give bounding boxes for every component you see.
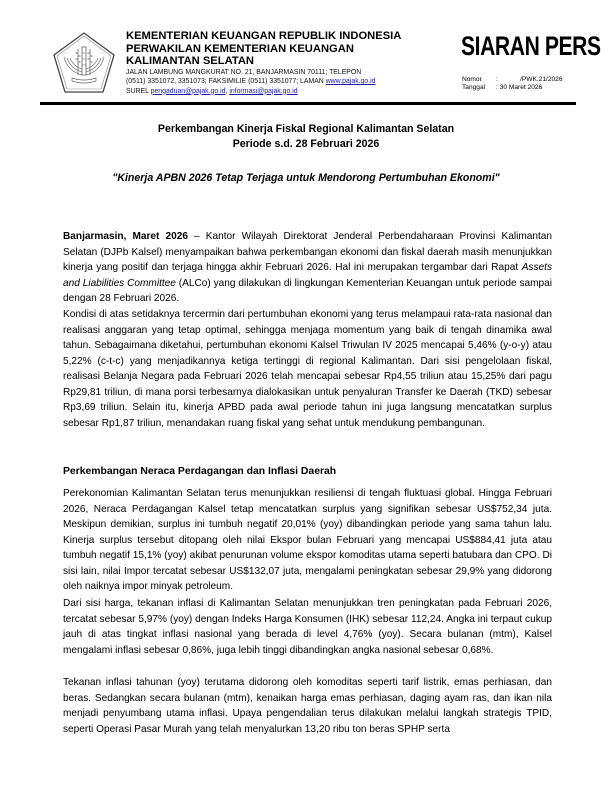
region-name: KALIMANTAN SELATAN	[126, 55, 255, 68]
email-link-pengaduan[interactable]: pengaduan@pajak.go.id	[150, 87, 226, 95]
section-heading-trade-inflation: Perkembangan Neraca Perdagangan dan Inflasi Daerah	[63, 466, 337, 477]
email-line	[126, 87, 401, 96]
nomor-label: Nomor	[462, 76, 482, 83]
organization-header	[126, 30, 401, 96]
nomor-colon: :	[496, 76, 498, 83]
website-link[interactable]: www.pajak.go.id	[325, 78, 376, 86]
paragraph-inflation-drivers: Tekanan inflasi tahunan (yoy) terutama didorong oleh komoditas seperti tarif listrik, emas perhiasan, dan beras. Sedangkan secara bulanan (mtm), kenaikan harga emas perhiasan, daging ayam ras, dan ikan nila menjadi penyumbang utama inflasi. Upaya pengendalian terus dilakukan melalui langkah strategis TPID, seperti Operasi Pasar Murah yang telah menyalurkan 13,20 ribu ton beras SPHP serta	[63, 677, 552, 735]
office-name: PERWAKILAN KEMENTERIAN KEUANGAN	[126, 42, 354, 55]
tanggal-row	[462, 84, 563, 92]
paragraph-intro	[63, 229, 552, 307]
ministry-name: KEMENTERIAN KEUANGAN REPUBLIK INDONESIA	[126, 30, 402, 42]
tanggal-colon: :	[496, 84, 498, 92]
nomor-row	[462, 76, 563, 84]
intro-text-b: (ALCo) yang dilakukan di lingkungan Kementerian Keuangan untuk periode sampai dengan 28 Februari 2026.	[63, 277, 552, 304]
email-label: SUREL	[126, 87, 151, 95]
document-type-heading: SIARAN PERS	[461, 31, 601, 61]
address-block	[126, 68, 401, 96]
dateline: Banjarmasin, Maret 2026	[63, 231, 188, 242]
tanggal-label: Tanggal	[462, 84, 486, 92]
intro-text-a: – Kantor Wilayah Direktorat Jenderal Perbendaharaan Provinsi Kalimantan Selatan (DJPb Kalsel) menyampaikan bahwa perkembangan ekonomi dan fiskal daerah masih menunjukkan kinerja yang positif dan terjaga hingga akhir Februari 2026. Hal ini merupakan tergambar dari Rapat	[63, 231, 552, 273]
phone-fax-text: (0511) 3351072, 3351073; FAKSIMILIE (0511) 3351077; LAMAN	[126, 78, 326, 86]
document-title: Perkembangan Kinerja Fiskal Regional Kalimantan Selatan	[157, 123, 455, 135]
tanggal-date: 30 Maret 2026	[499, 84, 543, 92]
letterhead-divider	[40, 102, 576, 105]
kemenkeu-emblem-icon	[52, 31, 116, 95]
email-link-informasi[interactable]: informasi@pajak.go.id	[229, 87, 298, 95]
document-tagline: "Kinerja APBN 2026 Tetap Terjaga untuk Mendorong Pertumbuhan Ekonomi"	[112, 172, 500, 184]
contact-line	[126, 77, 401, 86]
email-separator: ,	[225, 87, 230, 95]
document-meta	[462, 76, 563, 93]
tanggal-value	[496, 84, 542, 92]
address-line: JALAN LAMBUNG MANGKURAT NO. 21, BANJARMASIN 70111; TELEPON	[126, 68, 362, 76]
paragraph-inflation: Dari sisi harga, tekanan inflasi di Kalimantan Selatan menunjukkan tren peningkatan pada Februari 2026, tercatat sebesar 5,97% (yoy) dengan Indeks Harga Konsumen (IHK) sebesar 112,24. Angka ini terpaut cukup jauh di atas tingkat inflasi nasional yang berada di level 4,76% (yoy). Secara bulanan (mtm), Kalsel mengalami inflasi sebesar 0,86%, juga lebih tinggi dibandingkan angka nasional sebesar 0,68%.	[63, 598, 552, 656]
alco-term: Assets and Liabilities Committee	[63, 262, 552, 289]
document-period: Periode s.d. 28 Februari 2026	[232, 138, 380, 150]
nomor-value: /PWK.21/2026	[520, 76, 563, 83]
paragraph-trade-balance: Perekonomian Kalimantan Selatan terus menunjukkan resiliensi di tengah fluktuasi global. Hingga Februari 2026, Neraca Perdagangan Kalsel tetap mencatatkan surplus yang signifikan sebesar US$752,34 juta. Meskipun demikian, surplus ini tumbuh negatif 20,01% (yoy) dibandingkan periode yang sama tahun lalu. Kinerja surplus tersebut ditopang oleh nilai Ekspor bulan Februari yang mencapai US$884,41 juta atau tumbuh negatif 15,1% (yoy) akibat penurunan volume ekspor komoditas utama seperti batubara dan CPO. Di sisi lain, nilai Impor tercatat sebesar US$132,07 juta, mengalami peningkatan sebesar 29,9% yang didorong oleh naiknya impor minyak petroleum.	[63, 488, 552, 592]
paragraph-fiscal-condition: Kondisi di atas setidaknya tercermin dari pertumbuhan ekonomi yang terus melampaui rata-rata nasional dan realisasi anggaran yang tetap optimal, sehingga menjaga momentum yang baik di tengah dinamika awal tahun. Sebagaimana diketahui, pertumbuhan ekonomi Kalsel Triwulan IV 2025 mencapai 5,46% (y-o-y) atau 5,22% (c-t-c) yang menjadikannya ketiga tertinggi di regional Kalimantan. Dari sisi pengelolaan fiskal, realisasi Belanja Negara pada Februari 2026 telah mencapai sebesar Rp4,55 triliun atau 15,25% dari pagu Rp29,81 triliun, di mana porsi terbesarnya dialokasikan untuk penyaluran Transfer ke Daerah (TKD) sebesar Rp3,69 triliun. Selain itu, kinerja APBD pada awal periode tahun ini juga langsung mencatatkan surplus sebesar Rp1,87 triliun, menandakan ruang fiskal yang sehat untuk mendukung pembangunan.	[63, 309, 552, 429]
